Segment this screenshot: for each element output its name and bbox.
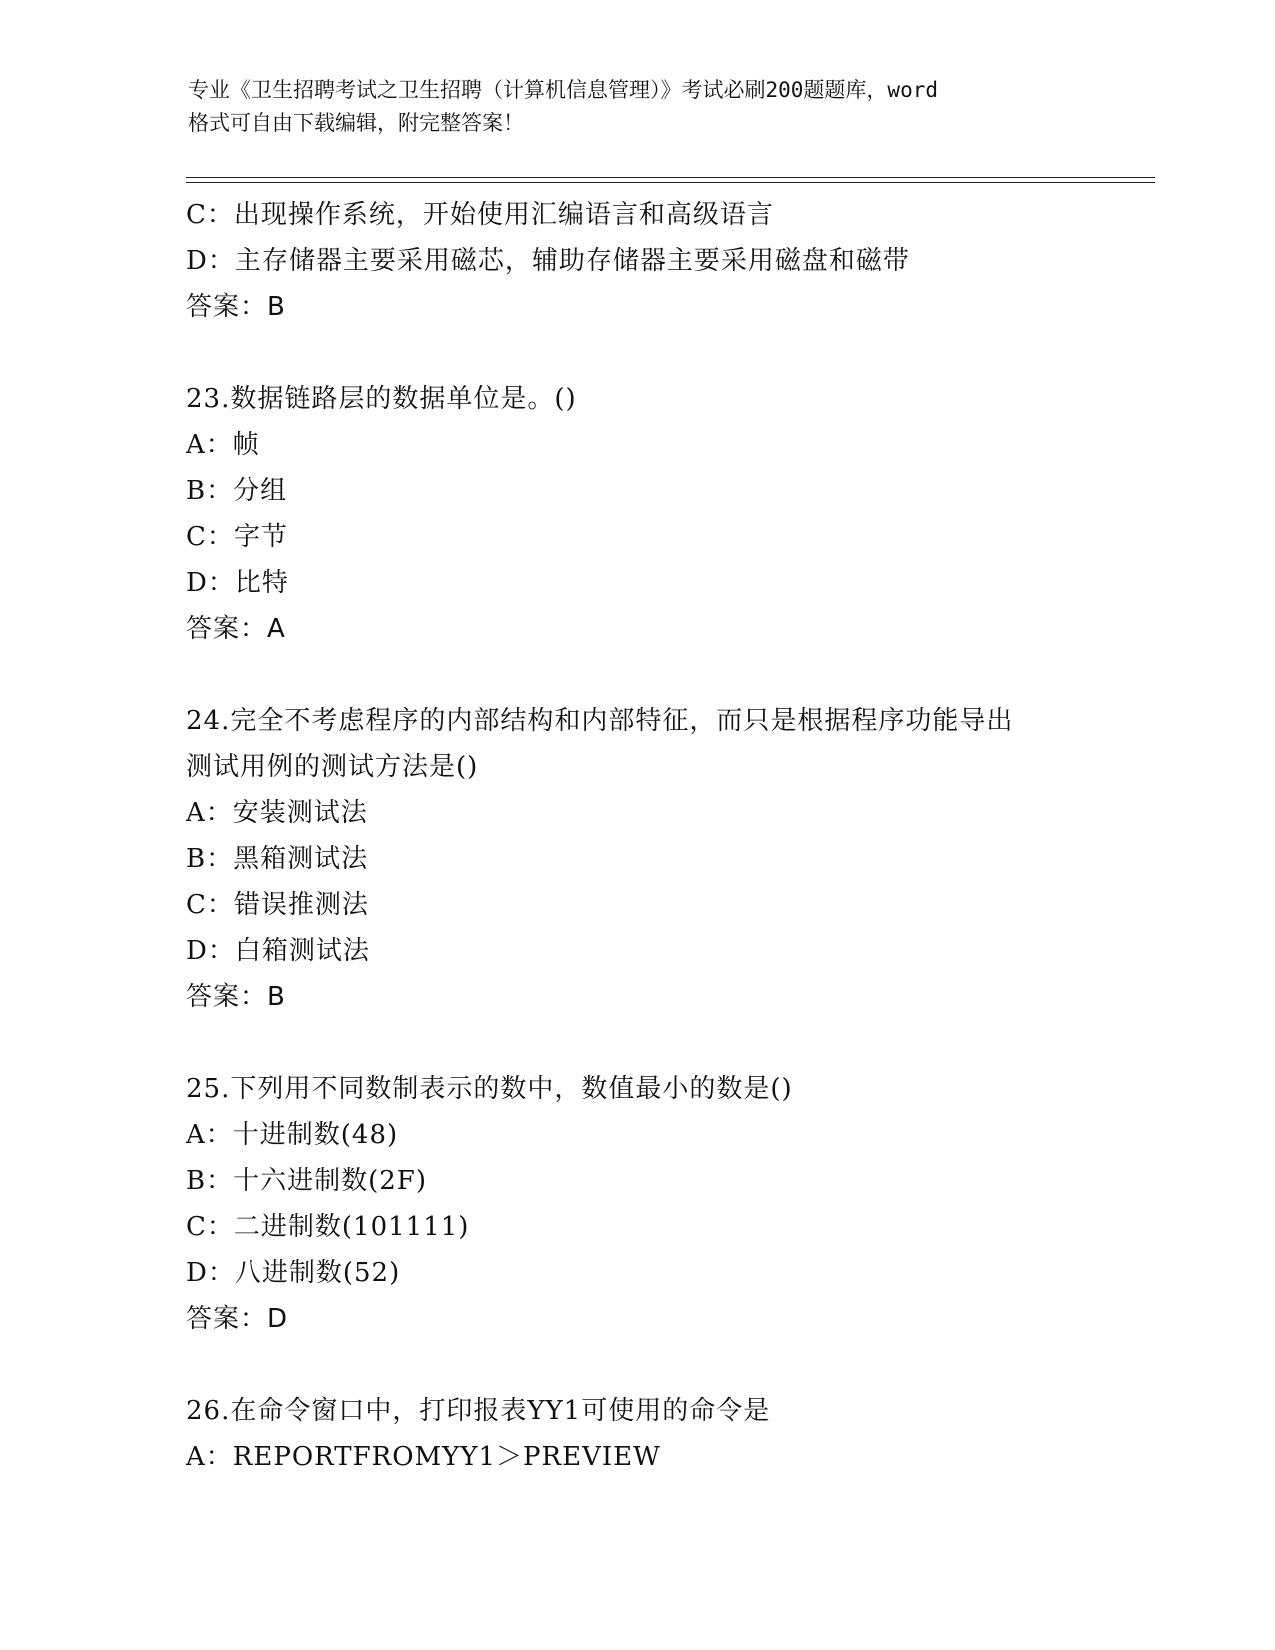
answer: 答案：B [186,982,286,1012]
question-23 [186,376,1086,652]
option-c: C：出现操作系统，开始使用汇编语言和高级语言 [186,200,774,230]
header-divider-bottom [186,182,1155,183]
question-stem: 25.下列用不同数制表示的数中，数值最小的数是() [186,1074,793,1104]
option-a: A：安装测试法 [186,798,368,828]
question-list [186,192,1086,1480]
option-d: D：白箱测试法 [186,936,370,966]
question-stem-line-1: 24.完全不考虑程序的内部结构和内部特征，而只是根据程序功能导出 [186,706,1014,736]
option-a: A：REPORTFROMYY1＞PREVIEW [186,1442,661,1472]
document-header [188,74,1088,140]
question-stem: 26.在命令窗口中，打印报表YY1可使用的命令是 [186,1396,771,1426]
spacer [186,652,1086,698]
header-line-2: 格式可自由下载编辑，附完整答案！ [188,111,524,135]
option-c: C：字节 [186,522,288,552]
spacer [186,330,1086,376]
spacer [186,1342,1086,1388]
question-24 [186,698,1086,1020]
question-25 [186,1066,1086,1342]
header-line-1: 专业《卫生招聘考试之卫生招聘（计算机信息管理）》考试必刷200题题库，word [188,78,938,102]
question-22-tail [186,192,1086,330]
answer: 答案：B [186,292,286,322]
option-d: D：主存储器主要采用磁芯，辅助存储器主要采用磁盘和磁带 [186,246,910,276]
option-b: B：黑箱测试法 [186,844,369,874]
question-stem-line-2: 测试用例的测试方法是() [186,752,479,782]
option-b: B：十六进制数(2F) [186,1166,427,1196]
question-26 [186,1388,1086,1480]
option-d: D：八进制数(52) [186,1258,401,1288]
answer: 答案：A [186,614,286,644]
option-b: B：分组 [186,476,288,506]
option-d: D：比特 [186,568,289,598]
option-c: C：错误推测法 [186,890,369,920]
option-c: C：二进制数(101111) [186,1212,470,1242]
question-stem: 23.数据链路层的数据单位是。() [186,384,577,414]
option-a: A：十进制数(48) [186,1120,399,1150]
header-divider-top [186,177,1155,178]
option-a: A：帧 [186,430,260,460]
answer: 答案：D [186,1304,289,1334]
spacer [186,1020,1086,1066]
